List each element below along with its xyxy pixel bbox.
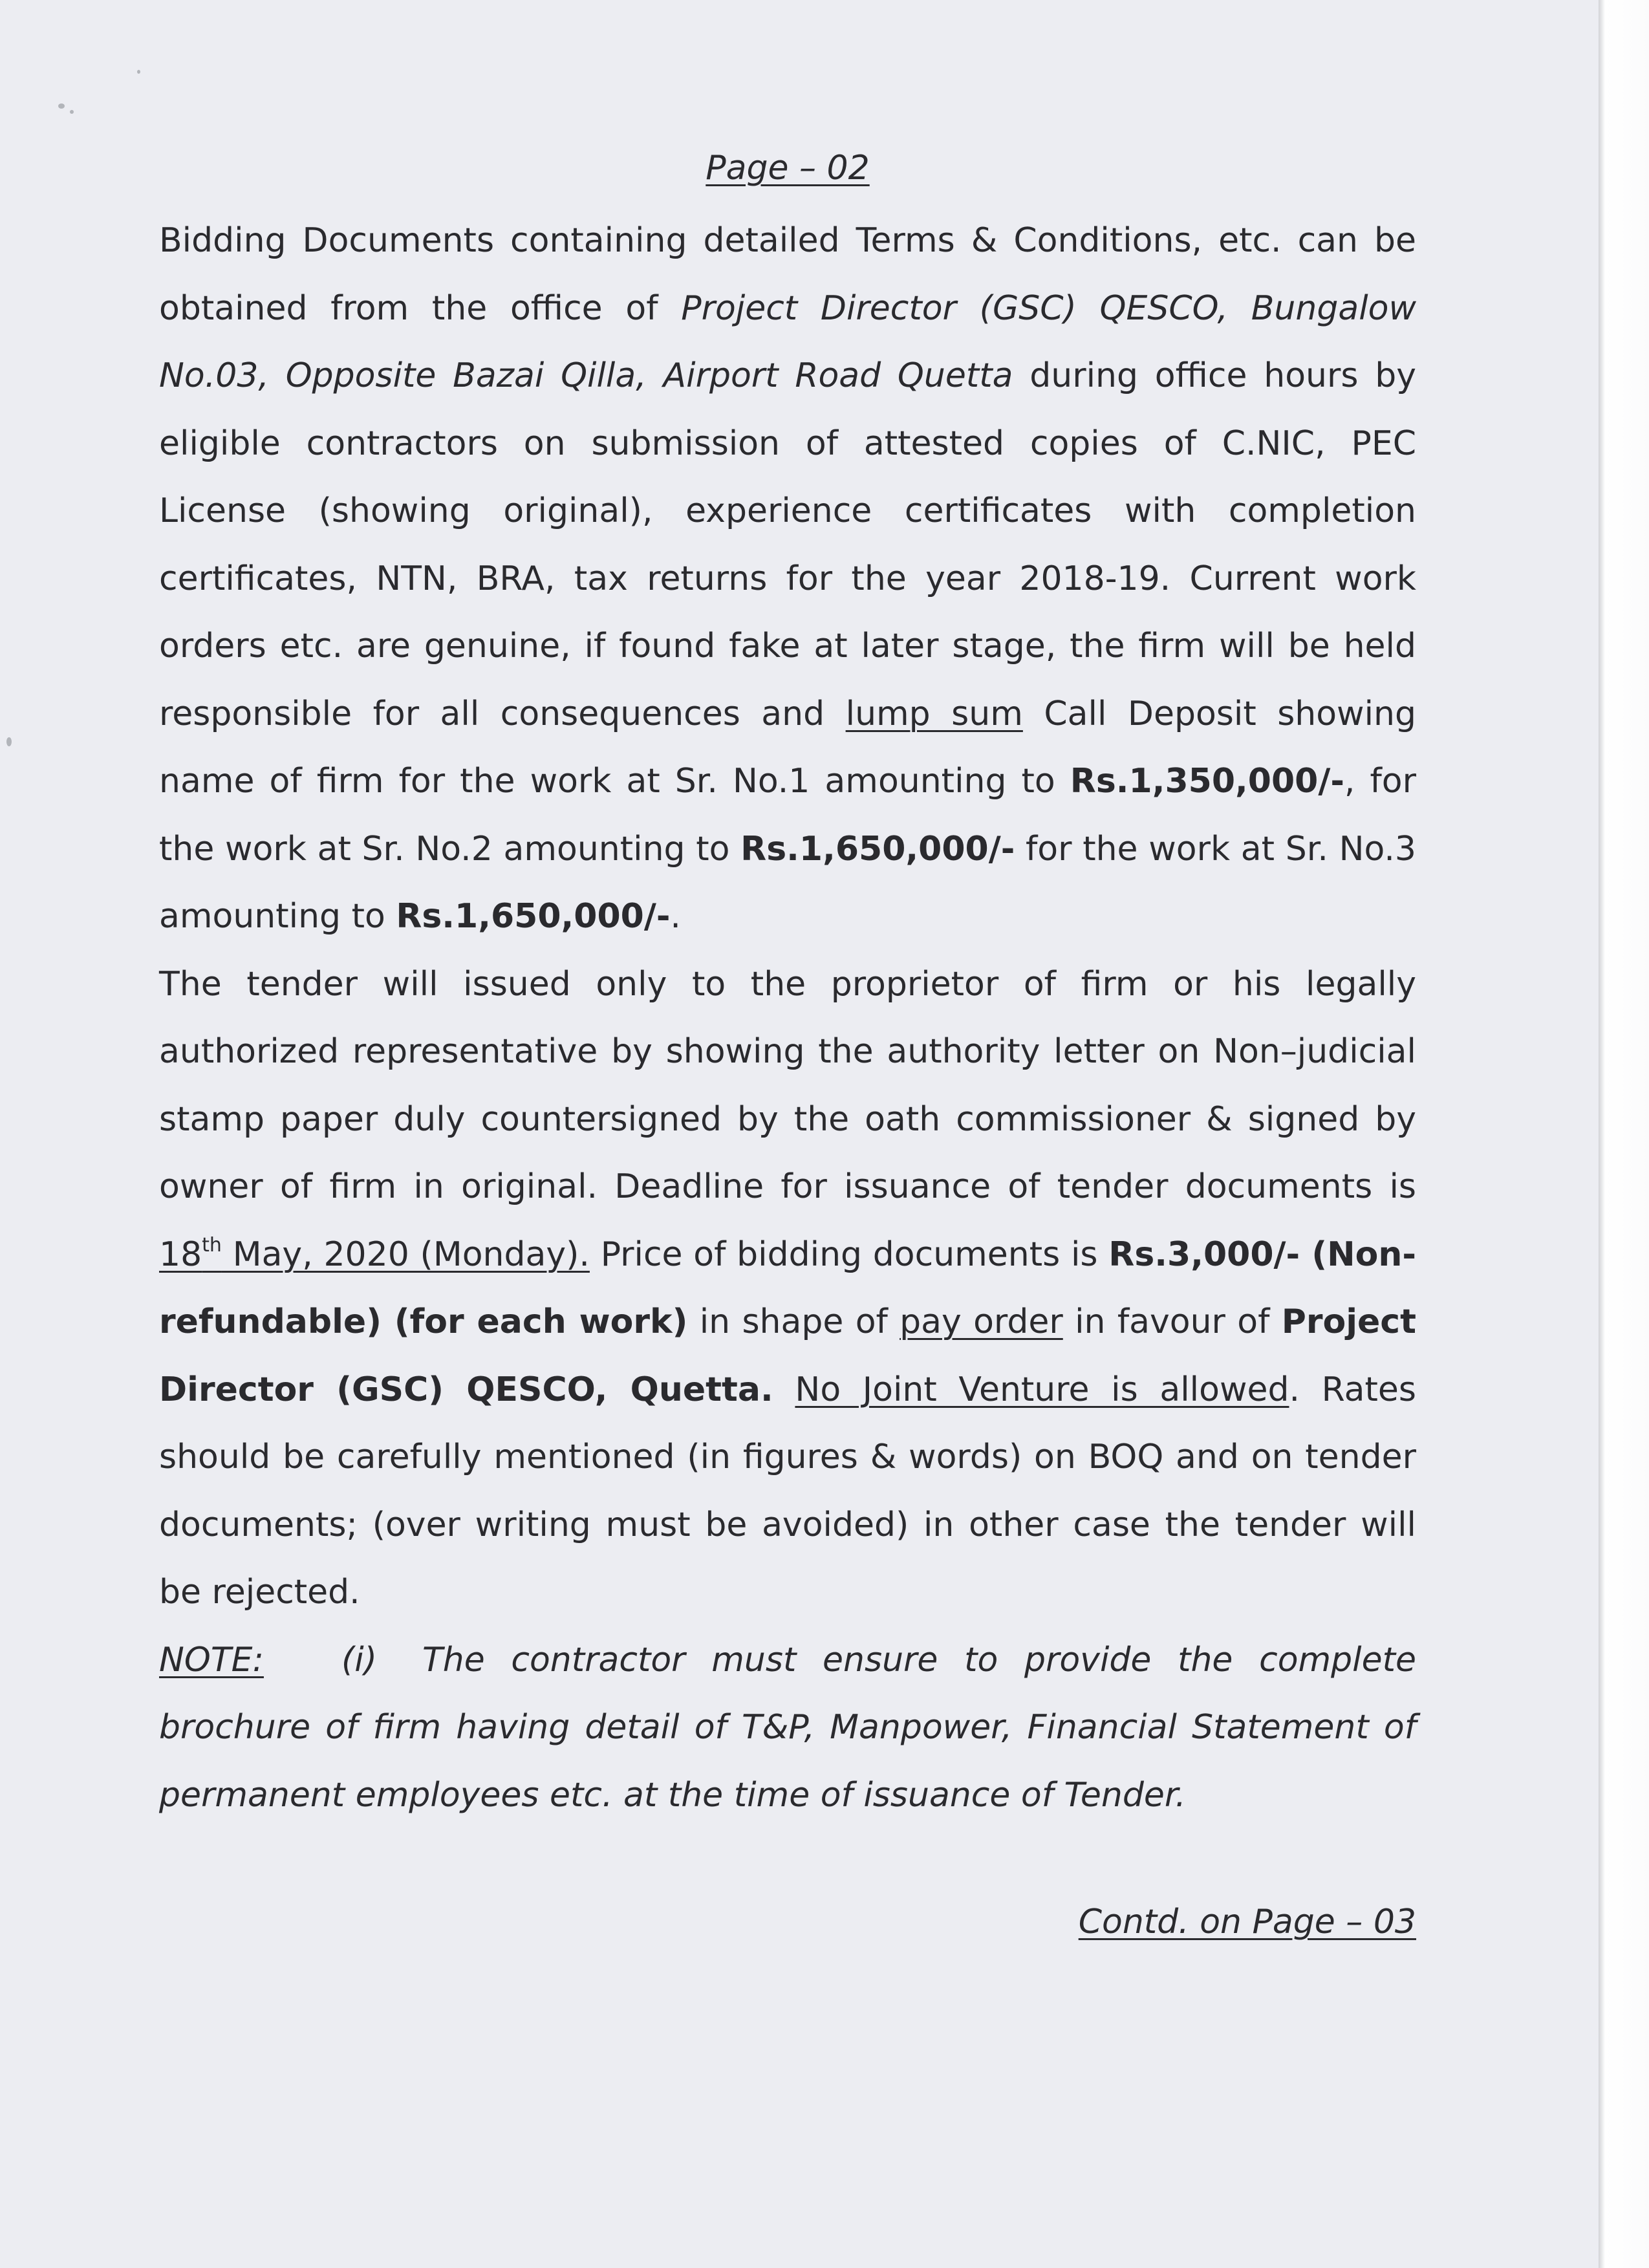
scan-speck	[137, 70, 140, 74]
deadline-ordinal: th	[202, 1233, 222, 1257]
pay-order-term: pay order	[900, 1302, 1063, 1341]
tender-issuance-paragraph	[159, 951, 1416, 1626]
paragraph-text	[773, 1370, 795, 1409]
call-deposit-amount-3: Rs.1,650,000/-	[396, 897, 671, 936]
note-number: (i)	[341, 1640, 377, 1679]
note-text: The contractor must ensure to provide the complete brochure of firm having detail of T&P, Manpower, Financial Statement of permanent employees etc. at the time of issuance of Tender.	[159, 1640, 1416, 1815]
paragraph-text: Bidding Documents containing detailed Terms & Conditions, etc. can be obtained from the office of	[159, 221, 1416, 328]
note-paragraph	[159, 1626, 1416, 1830]
paragraph-text: during office hours by eligible contractors on submission of attested copies of C.NIC, PEC License (showing original), experience certificates with completion certificates, NTN, BRA, tax returns for the year 2018-19. Current work orders etc. are genuine, if found fake at later stage, the firm will be held responsible for all consequences and	[159, 356, 1417, 733]
document-price: Rs.3,000/- (Non-refundable) (for each work)	[159, 1235, 1417, 1341]
lump-sum-term: lump sum	[845, 694, 1023, 733]
no-joint-venture-notice: No Joint Venture is allowed	[795, 1370, 1289, 1409]
call-deposit-amount-2: Rs.1,650,000/-	[740, 829, 1015, 869]
scan-speck	[6, 737, 12, 746]
paragraph-text: . Rates should be carefully mentioned (in figures & words) on BOQ and on tender documents; (over writing must be avoided) in other case the tender will be rejected.	[159, 1370, 1417, 1612]
scan-speck	[70, 110, 74, 114]
paragraph-text: in favour of	[1062, 1302, 1282, 1341]
paragraph-text: for the work at Sr. No.3 amounting to	[159, 829, 1416, 936]
page-number-label: Page – 02	[706, 149, 870, 188]
scan-speck	[58, 103, 65, 109]
bidding-documents-paragraph	[159, 207, 1416, 951]
paragraph-text: The tender will issued only to the proprietor of firm or his legally authorized representative by showing the authority letter on Non–judicial stamp paper duly countersigned by the oath commissioner & signed by owner of firm in original. Deadline for issuance of tender documents is	[159, 964, 1416, 1206]
paragraph-text: Price of bidding documents is	[589, 1235, 1109, 1274]
note-label: NOTE:	[159, 1640, 264, 1679]
payee-name: Project Director (GSC) QESCO, Quetta.	[159, 1302, 1416, 1409]
continued-notice	[1079, 1888, 1416, 1956]
office-address: Project Director (GSC) QESCO, Bungalow No.03, Opposite Bazai Qilla, Airport Road Quetta	[159, 288, 1416, 395]
deadline-date	[159, 1235, 590, 1274]
page-header	[159, 129, 1416, 207]
paragraph-text: Call Deposit showing name of firm for the work at Sr. No.1 amounting to	[159, 694, 1416, 801]
paragraph-text: , for the work at Sr. No.2 amounting to	[159, 762, 1416, 869]
deadline-month-year: May, 2020 (Monday).	[221, 1235, 590, 1274]
document-body	[159, 129, 1417, 1941]
call-deposit-amount-1: Rs.1,350,000/-	[1070, 762, 1344, 801]
deadline-day: 18	[159, 1235, 202, 1274]
continued-label: Contd. on Page – 03	[1078, 1903, 1416, 1941]
scan-page-edge	[1599, 0, 1649, 2268]
paragraph-text: in shape of	[687, 1302, 900, 1341]
paragraph-text: .	[670, 897, 681, 936]
